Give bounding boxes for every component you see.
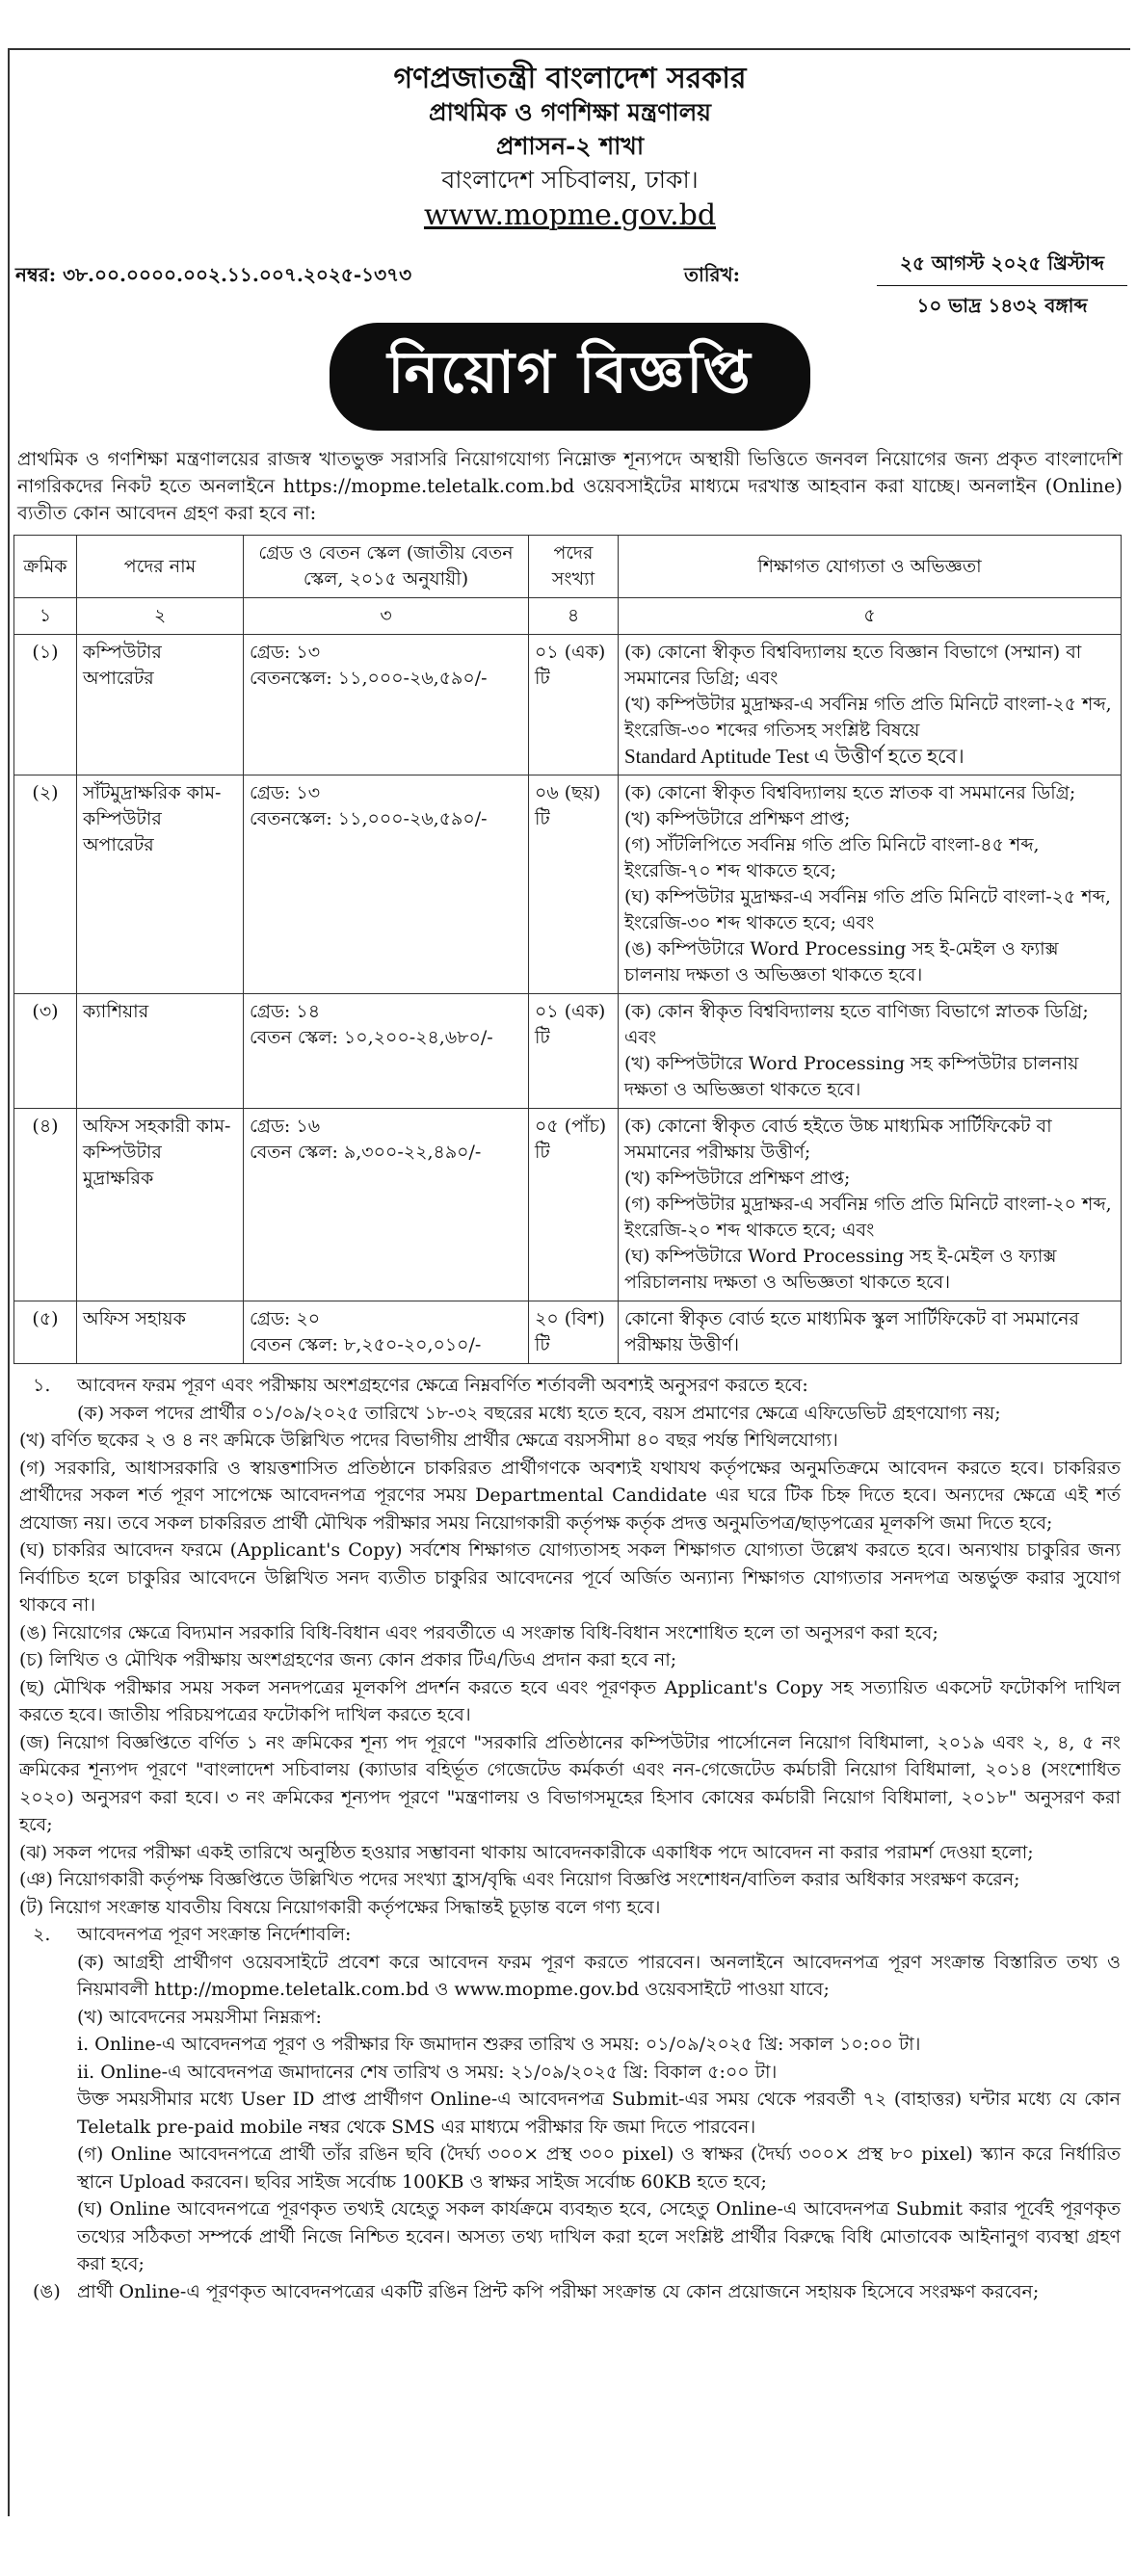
column-number: ৪ (529, 598, 619, 635)
letterhead (10, 50, 1130, 232)
date-label: তারিখ: (684, 263, 741, 286)
table-header-row (14, 536, 1122, 598)
row-serial: (১) (14, 635, 77, 775)
note-item: (ট) নিয়োগ সংক্রান্ত যাবতীয় বিষয়ে নিয়োগকারী কর্তৃপক্ষের সিদ্ধান্তই চূড়ান্ত বলে গণ্য হবে। (19, 1896, 661, 1918)
intro-paragraph: প্রাথমিক ও গণশিক্ষা মন্ত্রণালয়ের রাজস্ব খাতভুক্ত সরাসরি নিয়োগযোগ্য নিম্নোক্ত শূন্যপদে অস্থায়ী ভিত্তিতে জনবল নিয়োগের জন্য প্রকৃত বাংলাদেশি নাগরিকদের নিকট হতে অনলাইনে https://mopme.teletalk.com.bd ওয়েবসাইটের মাধ্যমে দরখাস্ত আহবান করা যাচ্ছে। অনলাইন (Online) ব্যতীত কোন আবেদন গ্রহণ করা হবে না: (17, 448, 1123, 524)
row-qualifications (619, 994, 1122, 1109)
posts-table (13, 535, 1122, 1364)
schedule-line: ii. Online-এ আবেদনপত্র জমাদানের শেষ তারিখ ও সময়: ২১/০৯/২০২৫ খ্রি: বিকাল ৫:০০ টা। (77, 2061, 778, 2083)
website-link[interactable]: www.mopme.gov.bd (423, 198, 717, 232)
qualification-line: (খ) কম্পিউটারে প্রশিক্ষণ প্রাপ্ত; (624, 808, 851, 829)
note-text: প্রার্থী Online-এ পূরণকৃত আবেদনপত্রের একটি রঙিন প্রিন্ট কপি পরীক্ষা সংক্রান্ত যে কোন প্রয়োজনে সহায়ক হিসেবে সংরক্ষণ করবেন; (77, 2280, 1040, 2302)
note-item: (চ) লিখিত ও মৌখিক পরীক্ষায় অংশগ্রহণের জন্য কোন প্রকার টিএ/ডিএ প্রদান করা হবে না; (19, 1649, 677, 1670)
branch-name: প্রশাসন-২ শাখা (495, 132, 645, 160)
qualification-line: কোনো স্বীকৃত বোর্ড হতে মাধ্যমিক স্কুল সার্টিফিকেট বা সমমানের পরীক্ষায় উত্তীর্ণ। (624, 1308, 1079, 1355)
column-number: ৩ (244, 598, 529, 635)
note-item: (ক) সকল পদের প্রার্থীর ০১/০৯/২০২৫ তারিখে ১৮-৩২ বছরের মধ্যে হতে হবে, বয়স প্রমাণের ক্ষেত্রে এফিডেভিট গ্রহণযোগ্য নয়; (77, 1402, 1001, 1424)
row-count: ০৬ (ছয়) টি (529, 775, 619, 994)
note-number: (ঙ) (33, 2280, 61, 2302)
note-item: (গ) সরকারি, আধাসরকারি ও স্বায়ত্তশাসিত প্রতিষ্ঠানে চাকরিরত প্রার্থীগণকে অবশ্যই যথাযথ কর্তৃপক্ষের অনুমতিক্রমে আবেদন করতে হবে। চাকরিরত প্রার্থীদের সকল শর্ত পূরণ সাপেক্ষে আবেদনপত্র পূরণের সময় Departmental Candidate এর ঘরে টিক চিহ্ন দিতে হবে। অন্যদের ক্ষেত্রে এই শর্ত প্রযোজ্য নয়। তবে সকল চাকরিরত প্রার্থী মৌখিক পরীক্ষার সময় নিয়োগকারী কর্তৃপক্ষ কর্তৃক প্রদত্ত অনুমতিপত্র/ছাড়পত্রের মূলকপি জমা দিতে হবে; (19, 1457, 1121, 1534)
table-row (14, 1109, 1122, 1301)
schedule-line: i. Online-এ আবেদনপত্র পূরণ ও পরীক্ষার ফি জমাদান শুরুর তারিখ ও সময়: ০১/০৯/২০২৫ খ্রি: সকাল ১০:০০ টা। (77, 2034, 921, 2055)
row-count: ০১ (এক) টি (529, 994, 619, 1109)
row-serial: (৪) (14, 1109, 77, 1301)
row-scale: বেতনস্কেল: ১১,০০০-২৬,৫৯০/- (250, 668, 488, 689)
row-grade-scale (244, 994, 529, 1109)
row-serial: (৩) (14, 994, 77, 1109)
qualification-line: (ক) কোনো স্বীকৃত বিশ্ববিদ্যালয় হতে বিজ্ঞান বিভাগে (সম্মান) বা সমমানের ডিগ্রি; এবং (624, 642, 1082, 689)
row-count: ২০ (বিশ) টি (529, 1301, 619, 1364)
row-count: ০৫ (পাঁচ) টি (529, 1109, 619, 1301)
row-qualifications (619, 1301, 1122, 1364)
header-serial: ক্রমিক (14, 536, 77, 598)
date-block (877, 250, 1127, 324)
note-item: (ঘ) চাকরির আবেদন ফরমে (Applicant's Copy) সর্বশেষ শিক্ষাগত যোগ্যতাসহ সকল শিক্ষাগত যোগ্যতা উল্লেখ করতে হবে। অন্যথায় চাকুরির জন্য নির্বাচিত হলে চাকুরির আবেদনে উল্লিখিত সনদ ব্যতীত চাকুরির আবেদনের পূর্বে অর্জিত অন্যান্য শিক্ষাগত যোগ্যতার সনদপত্র অন্তর্ভুক্ত করার সুযোগ থাকবে না। (19, 1539, 1121, 1616)
column-number: ২ (77, 598, 244, 635)
memo-number: নম্বর: ৩৮.০০.০০০০.০০২.১১.০০৭.২০২৫-১৩৭৩ (15, 263, 412, 286)
office-location: বাংলাদেশ সচিবালয়, ঢাকা। (441, 166, 699, 194)
row-serial: (২) (14, 775, 77, 994)
note-item: (ক) আগ্রহী প্রার্থীগণ ওয়েবসাইটে প্রবেশ করে আবেদন ফরম পূরণ করতে পারবেন। অনলাইনে আবেদনপত্র পূরণ সংক্রান্ত বিস্তারিত তথ্য ও নিয়মাবলী http://mopme.teletalk.com.bd ও www.mopme.gov.bd ওয়েবসাইটে পাওয়া যাবে; (77, 1951, 1121, 2000)
qualification-line: (গ) সাঁটলিপিতে সর্বনিম্ন গতি প্রতি মিনিটে বাংলা-৪৫ শব্দ, ইংরেজি-৭০ শব্দ থাকতে হবে; (624, 834, 1040, 881)
row-grade-scale (244, 635, 529, 775)
row-post: সাঁটমুদ্রাক্ষরিক কাম-কম্পিউটার অপারেটর (77, 775, 244, 994)
date-bangla: ১০ ভাদ্র ১৪৩২ বঙ্গাব্দ (916, 294, 1088, 317)
notice-page (8, 48, 1130, 2516)
instructions (10, 1364, 1130, 2305)
ministry-name: প্রাথমিক ও গণশিক্ষা মন্ত্রণালয় (428, 98, 712, 126)
table-row (14, 1301, 1122, 1364)
qualification-line: Standard Aptitude Test এ উত্তীর্ণ হতে হবে। (624, 745, 964, 768)
note-item: (জ) নিয়োগ বিজ্ঞপ্তিতে বর্ণিত ১ নং ক্রমিকের শূন্য পদ পূরণে "সরকারি প্রতিষ্ঠানের কম্পিউটার পার্সোনেল নিয়োগ বিধিমালা, ২০১৯ এবং ২, ৪, ৫ নং ক্রমিকের শূন্যপদ পূরণে "বাংলাদেশ সচিবালয় (ক্যাডার বহির্ভূত গেজেটেড কর্মকর্তা এবং নন-গেজেটেড কর্মচারী নিয়োগ বিধিমালা, ২০১৪ (সংশোধিত ২০২০) অনুসরণ করা হবে। ৩ নং ক্রমিকের শূন্যপদ পূরণে "মন্ত্রণালয় ও বিভাগসমূহের হিসাব কোষের কর্মচারী নিয়োগ বিধিমালা, ২০১৮" অনুসরণ করা হবে; (19, 1731, 1121, 1835)
row-grade: গ্রেড: ২০ (250, 1308, 321, 1329)
note-item: (ঞ) নিয়োগকারী কর্তৃপক্ষ বিজ্ঞপ্তিতে উল্লিখিত পদের সংখ্যা হ্রাস/বৃদ্ধি এবং নিয়োগ বিজ্ঞপ্তি সংশোধন/বাতিল করার অধিকার সংরক্ষণ করেন; (19, 1869, 1020, 1890)
note-heading-text: আবেদনপত্র পূরণ সংক্রান্ত নির্দেশাবলি: (77, 1924, 352, 1945)
header-qualification: শিক্ষাগত যোগ্যতা ও অভিজ্ঞতা (619, 536, 1122, 598)
note-1-heading (19, 1372, 1121, 1400)
qualification-line: (ঘ) কম্পিউটারে Word Processing সহ ই-মেইল ও ফ্যাক্স পরিচালনায় দক্ষতা ও অভিজ্ঞতা থাকতে হবে। (624, 1246, 1057, 1293)
qualification-line: (খ) কম্পিউটারে প্রশিক্ষণ প্রাপ্ত; (624, 1168, 851, 1189)
row-grade: গ্রেড: ১৩ (250, 642, 321, 663)
note-3 (19, 2278, 1121, 2306)
note-item: (ছ) মৌখিক পরীক্ষার সময় সকল সনদপত্রের মূলকপি প্রদর্শন করতে হবে এবং পূরণকৃত Applicant's Copy সহ সত্যায়িত একসেট ফটোকপি দাখিল করতে হবে। জাতীয় পরিচয়পত্রের ফটোকপি দাখিল করতে হবে। (19, 1676, 1121, 1725)
row-scale: বেতন স্কেল: ৮,২৫০-২০,০১০/- (250, 1334, 482, 1355)
row-post: অফিস সহকারী কাম-কম্পিউটার মুদ্রাক্ষরিক (77, 1109, 244, 1301)
row-grade: গ্রেড: ১৩ (250, 782, 321, 803)
row-grade: গ্রেড: ১৬ (250, 1116, 321, 1137)
header-grade: গ্রেড ও বেতন স্কেল (জাতীয় বেতন স্কেল, ২০১৫ অনুযায়ী) (244, 536, 529, 598)
qualification-line: (গ) কম্পিউটার মুদ্রাক্ষর-এ সর্বনিম্ন গতি প্রতি মিনিটে বাংলা-২০ শব্দ, ইংরেজি-২০ শব্দ থাকতে হবে; এবং (624, 1194, 1112, 1241)
note-item: (ঘ) Online আবেদনপত্রে পূরণকৃত তথ্যই যেহেতু সকল কার্যক্রমে ব্যবহৃত হবে, সেহেতু Online-এ আবেদনপত্র Submit করার পূর্বেই পূরণকৃত তথ্যের সঠিকতা সম্পর্কে প্রার্থী নিজে নিশ্চিত হবেন। অসত্য তথ্য দাখিল করা হলে সংশ্লিষ্ট প্রার্থীর বিরুদ্ধে বিধি মোতাবেক আইনানুগ ব্যবস্থা গ্রহণ করা হবে; (77, 2198, 1121, 2274)
row-grade-scale (244, 775, 529, 994)
qualification-line: (ঙ) কম্পিউটারে Word Processing সহ ই-মেইল ও ফ্যাক্স চালনায় দক্ষতা ও অভিজ্ঞতা থাকতে হবে। (624, 938, 1059, 986)
row-post: কম্পিউটার অপারেটর (77, 635, 244, 775)
note-number: ১. (33, 1375, 51, 1396)
header-post: পদের নাম (77, 536, 244, 598)
table-row (14, 994, 1122, 1109)
qualification-line: (ক) কোনো স্বীকৃত বোর্ড হইতে উচ্চ মাধ্যমিক সার্টিফিকেট বা সমমানের পরীক্ষায় উত্তীর্ণ; (624, 1116, 1052, 1163)
memo-row (10, 242, 1130, 348)
row-serial: (৫) (14, 1301, 77, 1364)
row-qualifications (619, 1109, 1122, 1301)
qualification-line: (ঘ) কম্পিউটার মুদ্রাক্ষর-এ সর্বনিম্ন গতি প্রতি মিনিটে বাংলা-২৫ শব্দ, ইংরেজি-৩০ শব্দ থাকতে হবে; এবং (624, 886, 1111, 933)
note-2-heading (19, 1921, 1121, 1949)
row-qualifications (619, 775, 1122, 994)
note-number: ২. (33, 1924, 51, 1945)
row-post: ক্যাশিয়ার (77, 994, 244, 1109)
qualification-line: (ক) কোনো স্বীকৃত বিশ্ববিদ্যালয় হতে স্নাতক বা সমমানের ডিগ্রি; (624, 782, 1076, 803)
date-gregorian: ২৫ আগস্ট ২০২৫ খ্রিস্টাব্দ (877, 250, 1127, 286)
qualification-line: (ক) কোন স্বীকৃত বিশ্ববিদ্যালয় হতে বাণিজ্য বিভাগে স্নাতক ডিগ্রি; এবং (624, 1001, 1089, 1048)
qualification-line: (খ) কম্পিউটারে Word Processing সহ কম্পিউটার চালনায় দক্ষতা ও অভিজ্ঞতা থাকতে হবে। (624, 1053, 1079, 1100)
note-item: (গ) Online আবেদনপত্রে প্রার্থী তাঁর রঙিন ছবি (দৈর্ঘ্য ৩০০× প্রস্থ ৩০০ pixel) ও স্বাক্ষর (দৈর্ঘ্য ৩০০× প্রস্থ ৮০ pixel) স্ক্যান করে নির্ধারিত স্থানে Upload করবেন। ছবির সাইজ সর্বোচ্চ 100KB ও স্বাক্ষর সাইজ সর্বোচ্চ 60KB হতে হবে; (77, 2143, 1121, 2193)
note-item: উক্ত সময়সীমার মধ্যে User ID প্রাপ্ত প্রার্থীগণ Online-এ আবেদনপত্র Submit-এর সময় থেকে পরবর্তী ৭২ (বাহাত্তর) ঘন্টার মধ্যে যে কোন Teletalk pre-paid mobile নম্বর থেকে SMS এর মাধ্যমে পরীক্ষার ফি জমা দিতে পারবেন। (77, 2089, 1121, 2138)
row-qualifications (619, 635, 1122, 775)
qualification-line: (খ) কম্পিউটার মুদ্রাক্ষর-এ সর্বনিম্ন গতি প্রতি মিনিটে বাংলা-২৫ শব্দ, ইংরেজি-৩০ শব্দের গতিসহ সংশ্লিষ্ট বিষয়ে (624, 694, 1112, 741)
row-scale: বেতনস্কেল: ১১,০০০-২৬,৫৯০/- (250, 808, 488, 829)
row-post: অফিস সহায়ক (77, 1301, 244, 1364)
row-scale: বেতন স্কেল: ১০,২০০-২৪,৬৮০/- (250, 1027, 493, 1048)
row-grade: গ্রেড: ১৪ (250, 1001, 321, 1022)
column-number: ১ (14, 598, 77, 635)
government-name: গণপ্রজাতন্ত্রী বাংলাদেশ সরকার (393, 62, 747, 95)
note-item: (খ) আবেদনের সময়সীমা নিম্নরূপ: (77, 2006, 322, 2028)
column-number: ৫ (619, 598, 1122, 635)
table-row (14, 775, 1122, 994)
note-item: (খ) বর্ণিত ছকের ২ ও ৪ নং ক্রমিকে উল্লিখিত পদের বিভাগীয় প্রার্থীর ক্ষেত্রে বয়সসীমা ৪০ বছর পর্যন্ত শিথিলযোগ্য। (19, 1430, 838, 1451)
note-item: (ঝ) সকল পদের পরীক্ষা একই তারিখে অনুষ্ঠিত হওয়ার সম্ভাবনা থাকায় আবেদনকারীকে একাধিক পদে আবেদন না করার পরামর্শ দেওয়া হলো; (19, 1841, 1034, 1863)
note-heading-text: আবেদন ফরম পূরণ এবং পরীক্ষায় অংশগ্রহণের ক্ষেত্রে নিম্নবর্ণিত শর্তাবলী অবশ্যই অনুসরণ করতে হবে: (77, 1375, 808, 1396)
row-grade-scale (244, 1301, 529, 1364)
row-count: ০১ (এক) টি (529, 635, 619, 775)
table-row (14, 635, 1122, 775)
row-grade-scale (244, 1109, 529, 1301)
note-item: (ঙ) নিয়োগের ক্ষেত্রে বিদ্যমান সরকারি বিধি-বিধান এবং পরবর্তীতে এ সংক্রান্ত বিধি-বিধান সংশোধিত হলে তা অনুসরণ করা হবে; (19, 1621, 938, 1643)
header-count: পদের সংখ্যা (529, 536, 619, 598)
column-number-row (14, 598, 1122, 635)
row-scale: বেতন স্কেল: ৯,৩০০-২২,৪৯০/- (250, 1142, 482, 1163)
notice-title: নিয়োগ বিজ্ঞপ্তি (330, 323, 810, 431)
